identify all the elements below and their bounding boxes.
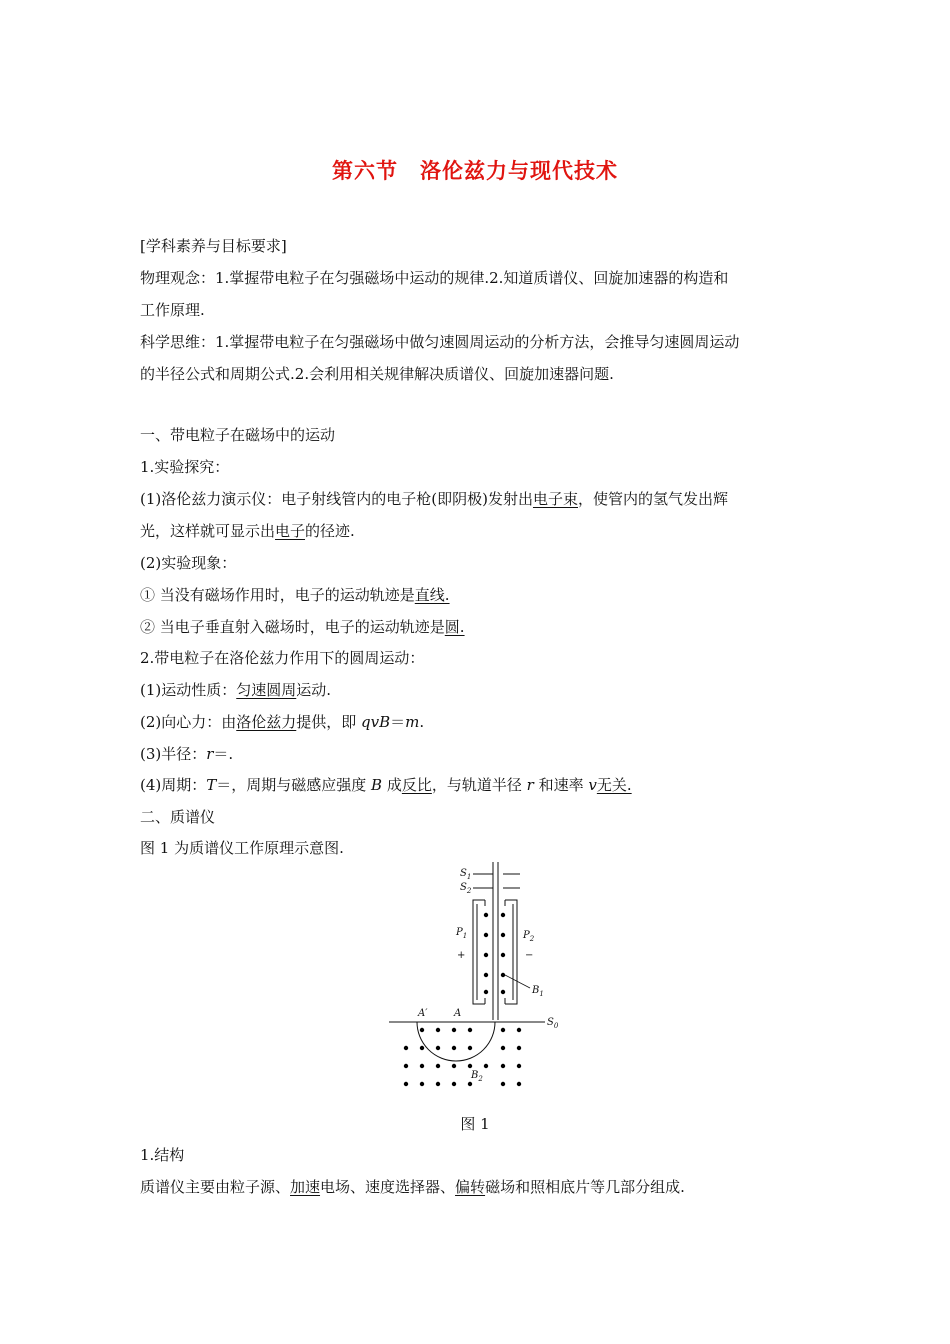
text: 电场、速度选择器、 — [320, 1178, 456, 1196]
circular-motion-heading: 2.带电粒子在洛伦兹力作用下的圆周运动： — [140, 649, 425, 667]
field-b1-dots — [484, 913, 505, 994]
figure-intro: 图 1 为质谱仪工作原理示意图. — [140, 839, 344, 857]
text: (4)周期： — [140, 776, 207, 794]
experiment-heading: 1.实验探究： — [140, 458, 230, 476]
physics-concept-line-2: 工作原理. — [140, 301, 205, 319]
text: 和速率 — [533, 776, 589, 794]
label-p1: $P_1$ — [456, 927, 468, 940]
text: ② 当电子垂直射入磁场时，电子的运动轨迹是 — [140, 618, 445, 636]
text: (2)向心力：由 — [140, 713, 237, 731]
mass-spectrometer-diagram — [385, 862, 565, 1097]
math: ＝ — [390, 713, 406, 731]
observation-2 — [140, 617, 820, 637]
scientific-thinking-line-1: 科学思维：1.掌握带电粒子在匀强磁场中做匀速圆周运动的分析方法，会推导匀速圆周运动 — [140, 333, 740, 351]
answer-blank: 加速 — [290, 1178, 321, 1196]
math: m — [405, 713, 420, 731]
answer-blank: 无关. — [596, 776, 632, 794]
centripetal-force — [140, 712, 820, 732]
text: 质谱仪主要由粒子源、 — [140, 1178, 291, 1196]
text: (3)半径： — [140, 745, 207, 763]
answer-blank: 直线. — [414, 586, 450, 604]
observation-1 — [140, 585, 820, 605]
text: (1)洛伦兹力演示仪：电子射线管内的电子枪(即阴极)发射出 — [140, 490, 533, 508]
label-b1: $B_1$ — [532, 985, 544, 998]
math: r — [206, 745, 214, 763]
label-a-prime: A′ — [418, 1008, 428, 1019]
answer-blank: 圆. — [444, 618, 465, 636]
text: ＝. — [213, 745, 234, 763]
answer-blank: 电子 — [275, 522, 306, 540]
radius-formula — [140, 744, 820, 764]
experiment-item1-line2 — [140, 521, 820, 541]
plate-p1 — [473, 900, 485, 1004]
text: 的径迹. — [305, 522, 355, 540]
math: v — [588, 776, 597, 794]
structure-heading: 1.结构 — [140, 1146, 185, 1164]
plate-p2 — [505, 900, 517, 1004]
label-s0: $S_0$ — [547, 1017, 559, 1030]
page-title: 第六节 洛伦兹力与现代技术 — [332, 159, 618, 183]
text: 提供，即 — [296, 713, 362, 731]
figure-caption: 图 1 — [460, 1115, 490, 1133]
math: T — [206, 776, 217, 794]
label-plus: + — [457, 950, 466, 961]
trajectory-arc — [417, 1022, 495, 1061]
physics-concept-line-1: 物理观念：1.掌握带电粒子在匀强磁场中运动的规律.2.知道质谱仪、回旋加速器的构造和 — [140, 269, 729, 287]
text: ，使管内的氢气发出辉 — [577, 490, 728, 508]
answer-blank: 偏转 — [455, 1178, 486, 1196]
text: 光，这样就可显示出 — [140, 522, 276, 540]
field-b2-dots — [404, 1028, 521, 1086]
motion-nature — [140, 680, 820, 700]
label-p2: $P_2$ — [523, 930, 535, 943]
label-s1: $S_1$ — [460, 868, 472, 881]
label-s2: $S_2$ — [460, 882, 472, 895]
answer-blank: 电子束 — [532, 490, 578, 508]
answer-blank: 洛伦兹力 — [236, 713, 297, 731]
text: 磁场和照相底片等几部分组成. — [485, 1178, 685, 1196]
section1-heading: 一、带电粒子在磁场中的运动 — [140, 426, 336, 444]
label-a: A — [454, 1008, 462, 1019]
answer-blank: 匀速圆周 — [236, 681, 297, 699]
math: r — [526, 776, 534, 794]
period-formula — [140, 775, 820, 795]
answer-blank: 反比 — [401, 776, 432, 794]
text: . — [419, 713, 425, 731]
math: qvB — [361, 713, 391, 731]
label-minus: − — [525, 950, 534, 961]
experiment-item1-line1 — [140, 489, 820, 509]
text: ，与轨道半径 — [431, 776, 527, 794]
goals-header: [学科素养与目标要求] — [140, 237, 287, 255]
text: 运动. — [296, 681, 332, 699]
math: B — [371, 776, 383, 794]
text: 成 — [382, 776, 402, 794]
text: ＝，周期与磁感应强度 — [216, 776, 372, 794]
section2-heading: 二、质谱仪 — [140, 808, 216, 826]
structure-text — [140, 1177, 820, 1197]
text: (1)运动性质： — [140, 681, 237, 699]
scientific-thinking-line-2: 的半径公式和周期公式.2.会利用相关规律解决质谱仪、回旋加速器问题. — [140, 365, 614, 383]
label-b2: $B_2$ — [471, 1070, 483, 1083]
text: ① 当没有磁场作用时，电子的运动轨迹是 — [140, 586, 415, 604]
experiment-item2: (2)实验现象： — [140, 554, 237, 572]
